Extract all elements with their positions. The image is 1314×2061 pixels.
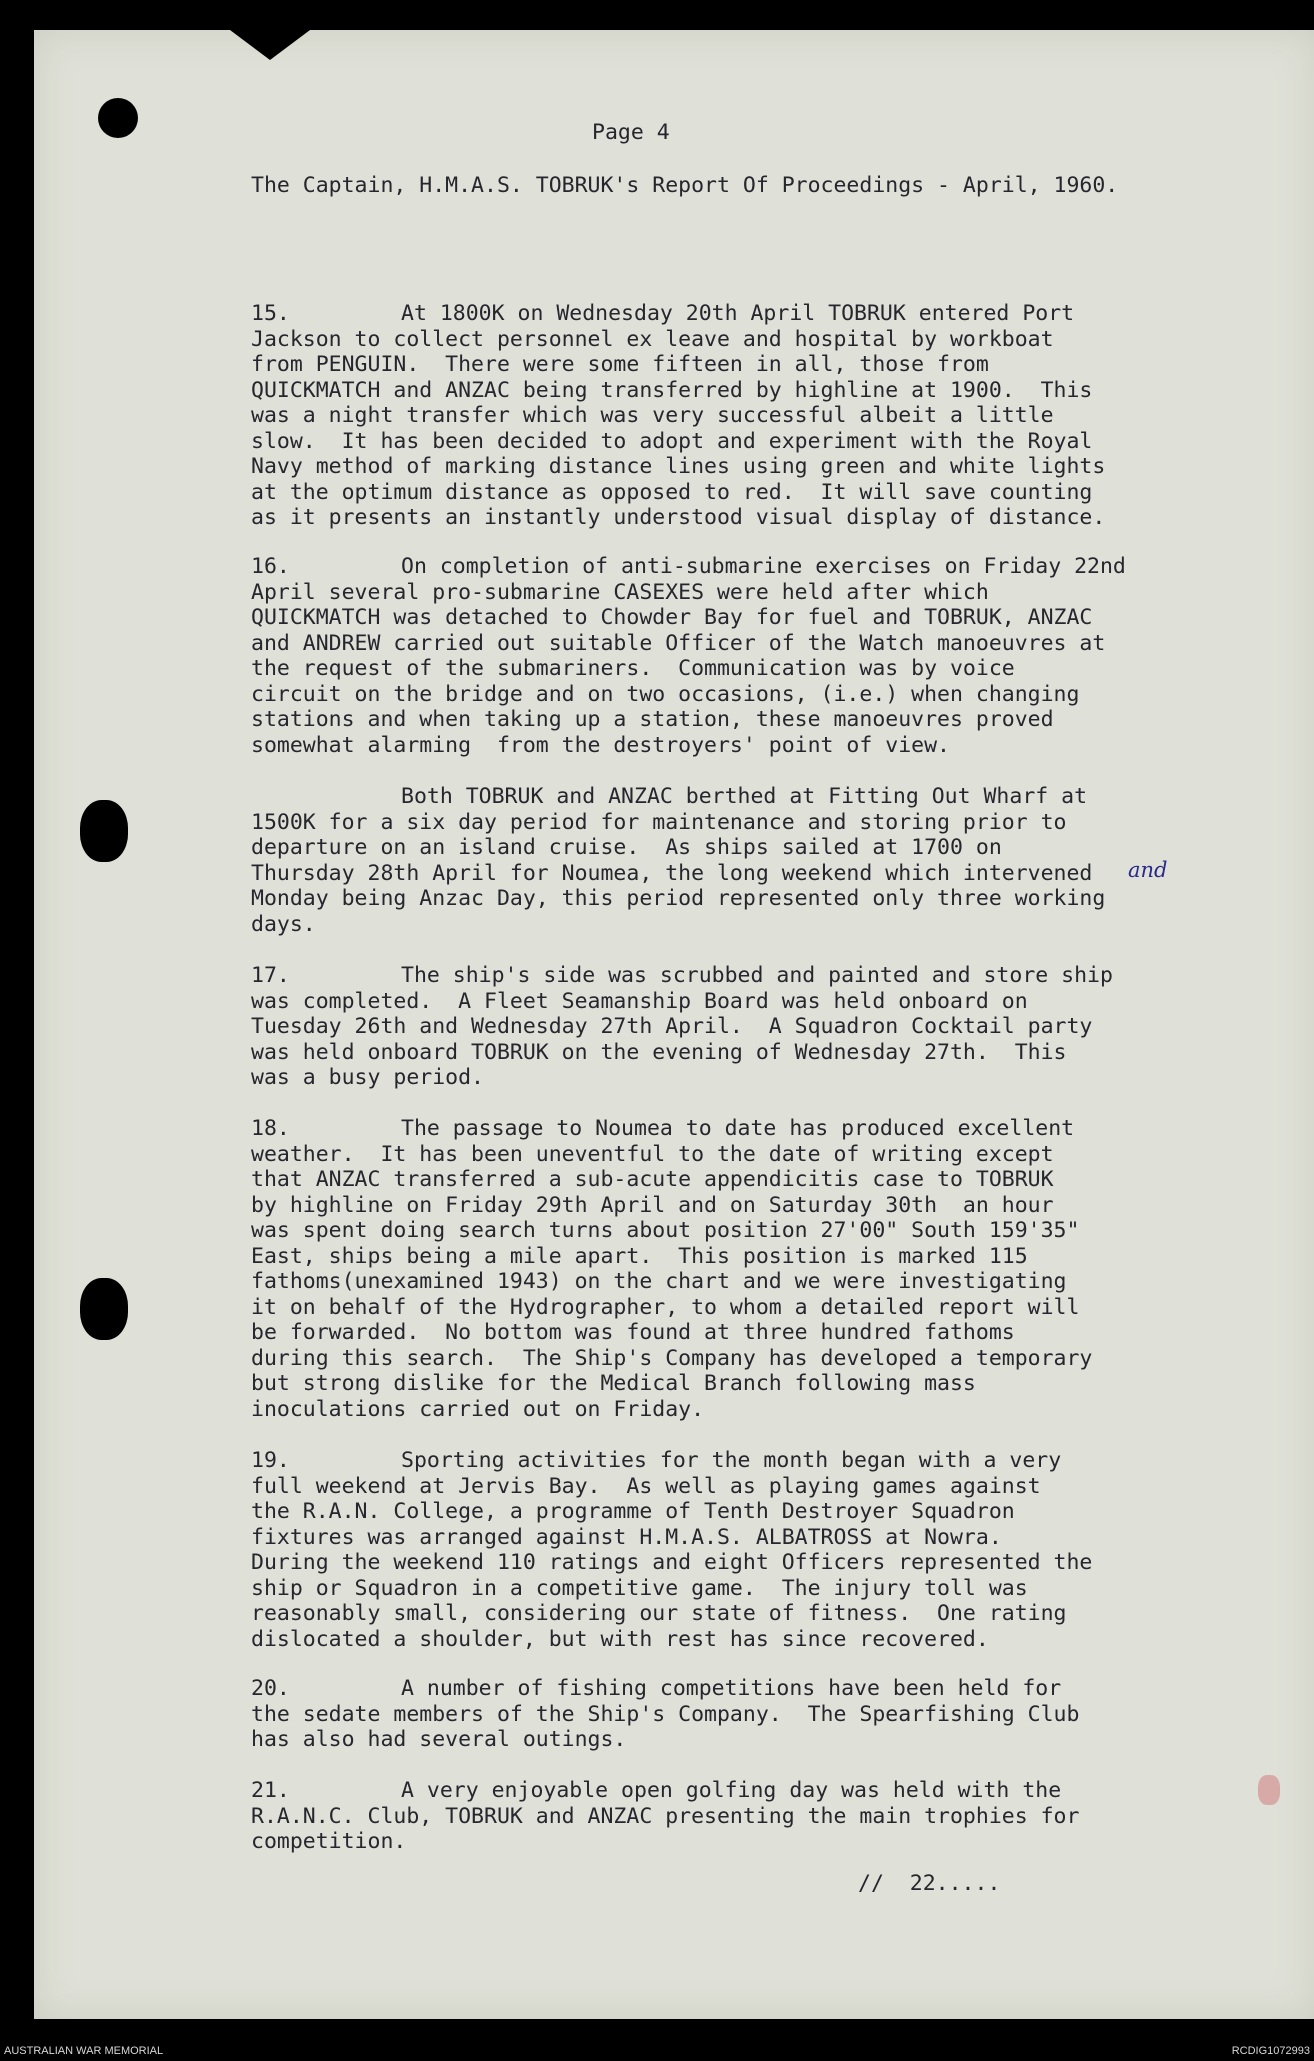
paragraph-15 [251, 301, 1105, 531]
paragraph-line [251, 480, 1105, 506]
paragraph-line [251, 554, 1126, 580]
paragraph-text: slow. It has been decided to adopt and experiment with the Royal [251, 428, 1093, 454]
footer-record-id: RCDIG1072993 [1231, 2045, 1310, 2057]
paragraph-line [251, 505, 1105, 531]
paragraph-line [251, 605, 1126, 631]
paragraph-text: R.A.N.C. Club, TOBRUK and ANZAC presenting the main trophies for [251, 1803, 1080, 1829]
report-title: The Captain, H.M.A.S. TOBRUK's Report Of Proceedings - April, 1960. [251, 173, 1119, 198]
page-number: Page 4 [592, 120, 670, 145]
paragraph-line [251, 1474, 1092, 1500]
paragraph-line [251, 1014, 1113, 1040]
paragraph-text: Tuesday 26th and Wednesday 27th April. A Squadron Cocktail party [251, 1014, 1093, 1039]
paragraph-line [251, 1397, 1092, 1423]
paragraph-text: somewhat alarming from the destroyers' point of view. [251, 732, 950, 758]
paragraph-text: has also had several outings. [251, 1727, 627, 1752]
paragraph-text: at the optimum distance as opposed to red. It will save counting [251, 479, 1093, 505]
torn-corner [230, 30, 310, 60]
paragraph-18 [251, 1116, 1092, 1422]
paragraph-line [251, 1244, 1092, 1270]
continuation-marker: // 22..... [858, 1871, 1001, 1896]
paragraph-text: Navy method of marking distance lines using green and white lights [251, 454, 1106, 479]
paragraph-text: April several pro-submarine CASEXES were held after which [251, 579, 989, 605]
paragraph-text: Sporting activities for the month began with a very [401, 1448, 1062, 1473]
paragraph-text: the R.A.N. College, a programme of Tenth Destroyer Squadron [251, 1499, 1015, 1524]
paragraph-text: it on behalf of the Hydrographer, to whom a detailed report will [251, 1294, 1080, 1320]
paragraph-line [251, 989, 1113, 1015]
paragraph-text: stations and when taking up a station, these manoeuvres proved [251, 707, 1054, 732]
paragraph-text: fathoms(unexamined 1943) on the chart and we were investigating [251, 1269, 1067, 1294]
paragraph-text: ship or Squadron in a competitive game. The injury toll was [251, 1575, 1028, 1601]
paragraph-text: QUICKMATCH was detached to Chowder Bay for fuel and TOBRUK, ANZAC [251, 605, 1093, 630]
paragraph-number: 19. [251, 1448, 290, 1473]
paragraph-line [251, 1778, 1079, 1804]
paragraph-text: Jackson to collect personnel ex leave and hospital by workboat [251, 326, 1054, 352]
paragraph-line [251, 1295, 1092, 1321]
paragraph-line [251, 1193, 1092, 1219]
paragraph-text: At 1800K on Wednesday 20th April TOBRUK entered Port [401, 301, 1075, 326]
paragraph-text: The ship's side was scrubbed and painted and store ship [401, 963, 1113, 988]
paragraph-line [251, 1576, 1092, 1602]
paragraph-text: was a night transfer which was very successful albeit a little [251, 403, 1054, 428]
paragraph-line [251, 1269, 1092, 1295]
paragraph-line [251, 1116, 1092, 1142]
paragraph-text: During the weekend 110 ratings and eight Officers represented the [251, 1550, 1093, 1575]
paragraph-line [251, 733, 1126, 759]
paragraph-line [251, 784, 1105, 810]
paragraph-line [251, 1702, 1079, 1728]
paragraph-line [251, 1627, 1092, 1653]
paragraph-text: circuit on the bridge and on two occasions, (i.e.) when changing [251, 681, 1080, 707]
paragraph-text: Monday being Anzac Day, this period represented only three working [251, 886, 1106, 911]
paragraph-text: weather. It has been uneventful to the date of writing except [251, 1141, 1054, 1167]
paragraph-text: was held onboard TOBRUK on the evening of Wednesday 27th. This [251, 1039, 1067, 1065]
paragraph-line [251, 1448, 1092, 1474]
punch-hole [80, 800, 128, 862]
paragraph-line [251, 378, 1105, 404]
paragraph-text: Both TOBRUK and ANZAC berthed at Fitting Out Wharf at [401, 784, 1088, 809]
paragraph-line [251, 1371, 1092, 1397]
paragraph-text: and ANDREW carried out suitable Officer of the Watch manoeuvres at [251, 630, 1106, 656]
paragraph-line [251, 1167, 1092, 1193]
paragraph-line [251, 682, 1126, 708]
paragraph-text: departure on an island cruise. As ships sailed at 1700 on [251, 835, 1002, 860]
paragraph-text: from PENGUIN. There were some fifteen in all, those from [251, 352, 989, 377]
paragraph-line [251, 580, 1126, 606]
paragraph-text: fixtures was arranged against H.M.A.S. ALBATROSS at Nowra. [251, 1524, 1002, 1550]
paragraph-text: East, ships being a mile apart. This position is marked 115 [251, 1243, 1028, 1269]
paragraph-line [251, 1676, 1079, 1702]
paragraph-line [251, 1346, 1092, 1372]
paragraph-text: that ANZAC transferred a sub-acute appendicitis case to TOBRUK [251, 1167, 1054, 1192]
paragraph-line [251, 963, 1113, 989]
paragraph-line [251, 1525, 1092, 1551]
paragraph-line [251, 1804, 1079, 1830]
paragraph-number: 18. [251, 1116, 290, 1141]
paragraph-line [251, 886, 1105, 912]
paragraph-text: by highline on Friday 29th April and on Saturday 30th an hour [251, 1192, 1054, 1218]
paragraph-line [251, 454, 1105, 480]
paragraph-16 [251, 554, 1126, 758]
paragraph-text: as it presents an instantly understood visual display of distance. [251, 505, 1106, 530]
paragraph-line [251, 1499, 1092, 1525]
paragraph-text: inoculations carried out on Friday. [251, 1396, 705, 1422]
paragraph-text: dislocated a shoulder, but with rest has since recovered. [251, 1626, 989, 1652]
paragraph-number: 17. [251, 963, 290, 988]
paragraph-text: was spent doing search turns about position 27'00" South 159'35" [251, 1218, 1080, 1243]
paragraph-text: A number of fishing competitions have been held for [401, 1676, 1062, 1701]
paragraph-text: reasonably small, considering our state of fitness. One rating [251, 1601, 1067, 1626]
paragraph-21 [251, 1778, 1079, 1855]
paragraph-text: On completion of anti-submarine exercises on Friday 22nd [401, 554, 1126, 579]
paragraph-text: QUICKMATCH and ANZAC being transferred by highline at 1900. This [251, 377, 1093, 403]
paragraph-line [251, 403, 1105, 429]
paragraph-line [251, 912, 1105, 938]
paragraph-line [251, 861, 1105, 887]
punch-hole [98, 98, 138, 138]
paragraph-text: 1500K for a six day period for maintenance and storing prior to [251, 809, 1067, 835]
paragraph-text: be forwarded. No bottom was found at three hundred fathoms [251, 1320, 1015, 1345]
paragraph-line [251, 1218, 1092, 1244]
paragraph-text: but strong dislike for the Medical Branch following mass [251, 1371, 976, 1396]
paragraph-17 [251, 963, 1113, 1091]
paragraph-line [251, 1320, 1092, 1346]
punch-hole [80, 1278, 128, 1340]
paragraph-number: 20. [251, 1676, 290, 1701]
paragraph-line [251, 352, 1105, 378]
paragraph-line [251, 707, 1126, 733]
paragraph-line [251, 301, 1105, 327]
paragraph-line [251, 1829, 1079, 1855]
paragraph-line [251, 327, 1105, 353]
handwritten-annotation: and [1128, 858, 1168, 882]
paragraph-number: 21. [251, 1778, 290, 1803]
paragraph-line [251, 656, 1126, 682]
paragraph-text: A very enjoyable open golfing day was held with the [401, 1778, 1062, 1803]
paragraph-text: The passage to Noumea to date has produced excellent [401, 1116, 1075, 1141]
paragraph-line [251, 1040, 1113, 1066]
ink-stain [1258, 1775, 1280, 1805]
footer-archive-name: AUSTRALIAN WAR MEMORIAL [4, 2045, 164, 2057]
paragraph-line [251, 1142, 1092, 1168]
paragraph-text: the request of the submariners. Communication was by voice [251, 656, 1015, 681]
paragraph-line [251, 1727, 1079, 1753]
paragraph-text: competition. [251, 1829, 407, 1854]
paragraph-text: days. [251, 911, 316, 937]
paragraph-text: the sedate members of the Ship's Company. The Spearfishing Club [251, 1701, 1080, 1727]
paragraph-text: full weekend at Jervis Bay. As well as playing games against [251, 1473, 1041, 1499]
paragraph-line [251, 835, 1105, 861]
paragraph-20 [251, 1676, 1079, 1753]
paragraph-19 [251, 1448, 1092, 1652]
paragraph-line [251, 429, 1105, 455]
paragraph-text: was a busy period. [251, 1065, 484, 1090]
paragraph-number: 15. [251, 301, 290, 326]
paragraph-number: 16. [251, 554, 290, 579]
paragraph-continued [251, 784, 1105, 937]
paragraph-text: during this search. The Ship's Company has developed a temporary [251, 1345, 1093, 1371]
paragraph-line [251, 810, 1105, 836]
paragraph-line [251, 1065, 1113, 1091]
paragraph-text: Thursday 28th April for Noumea, the long weekend which intervened [251, 860, 1093, 886]
paragraph-line [251, 631, 1126, 657]
paragraph-line [251, 1601, 1092, 1627]
paragraph-line [251, 1550, 1092, 1576]
paragraph-text: was completed. A Fleet Seamanship Board was held onboard on [251, 988, 1028, 1014]
